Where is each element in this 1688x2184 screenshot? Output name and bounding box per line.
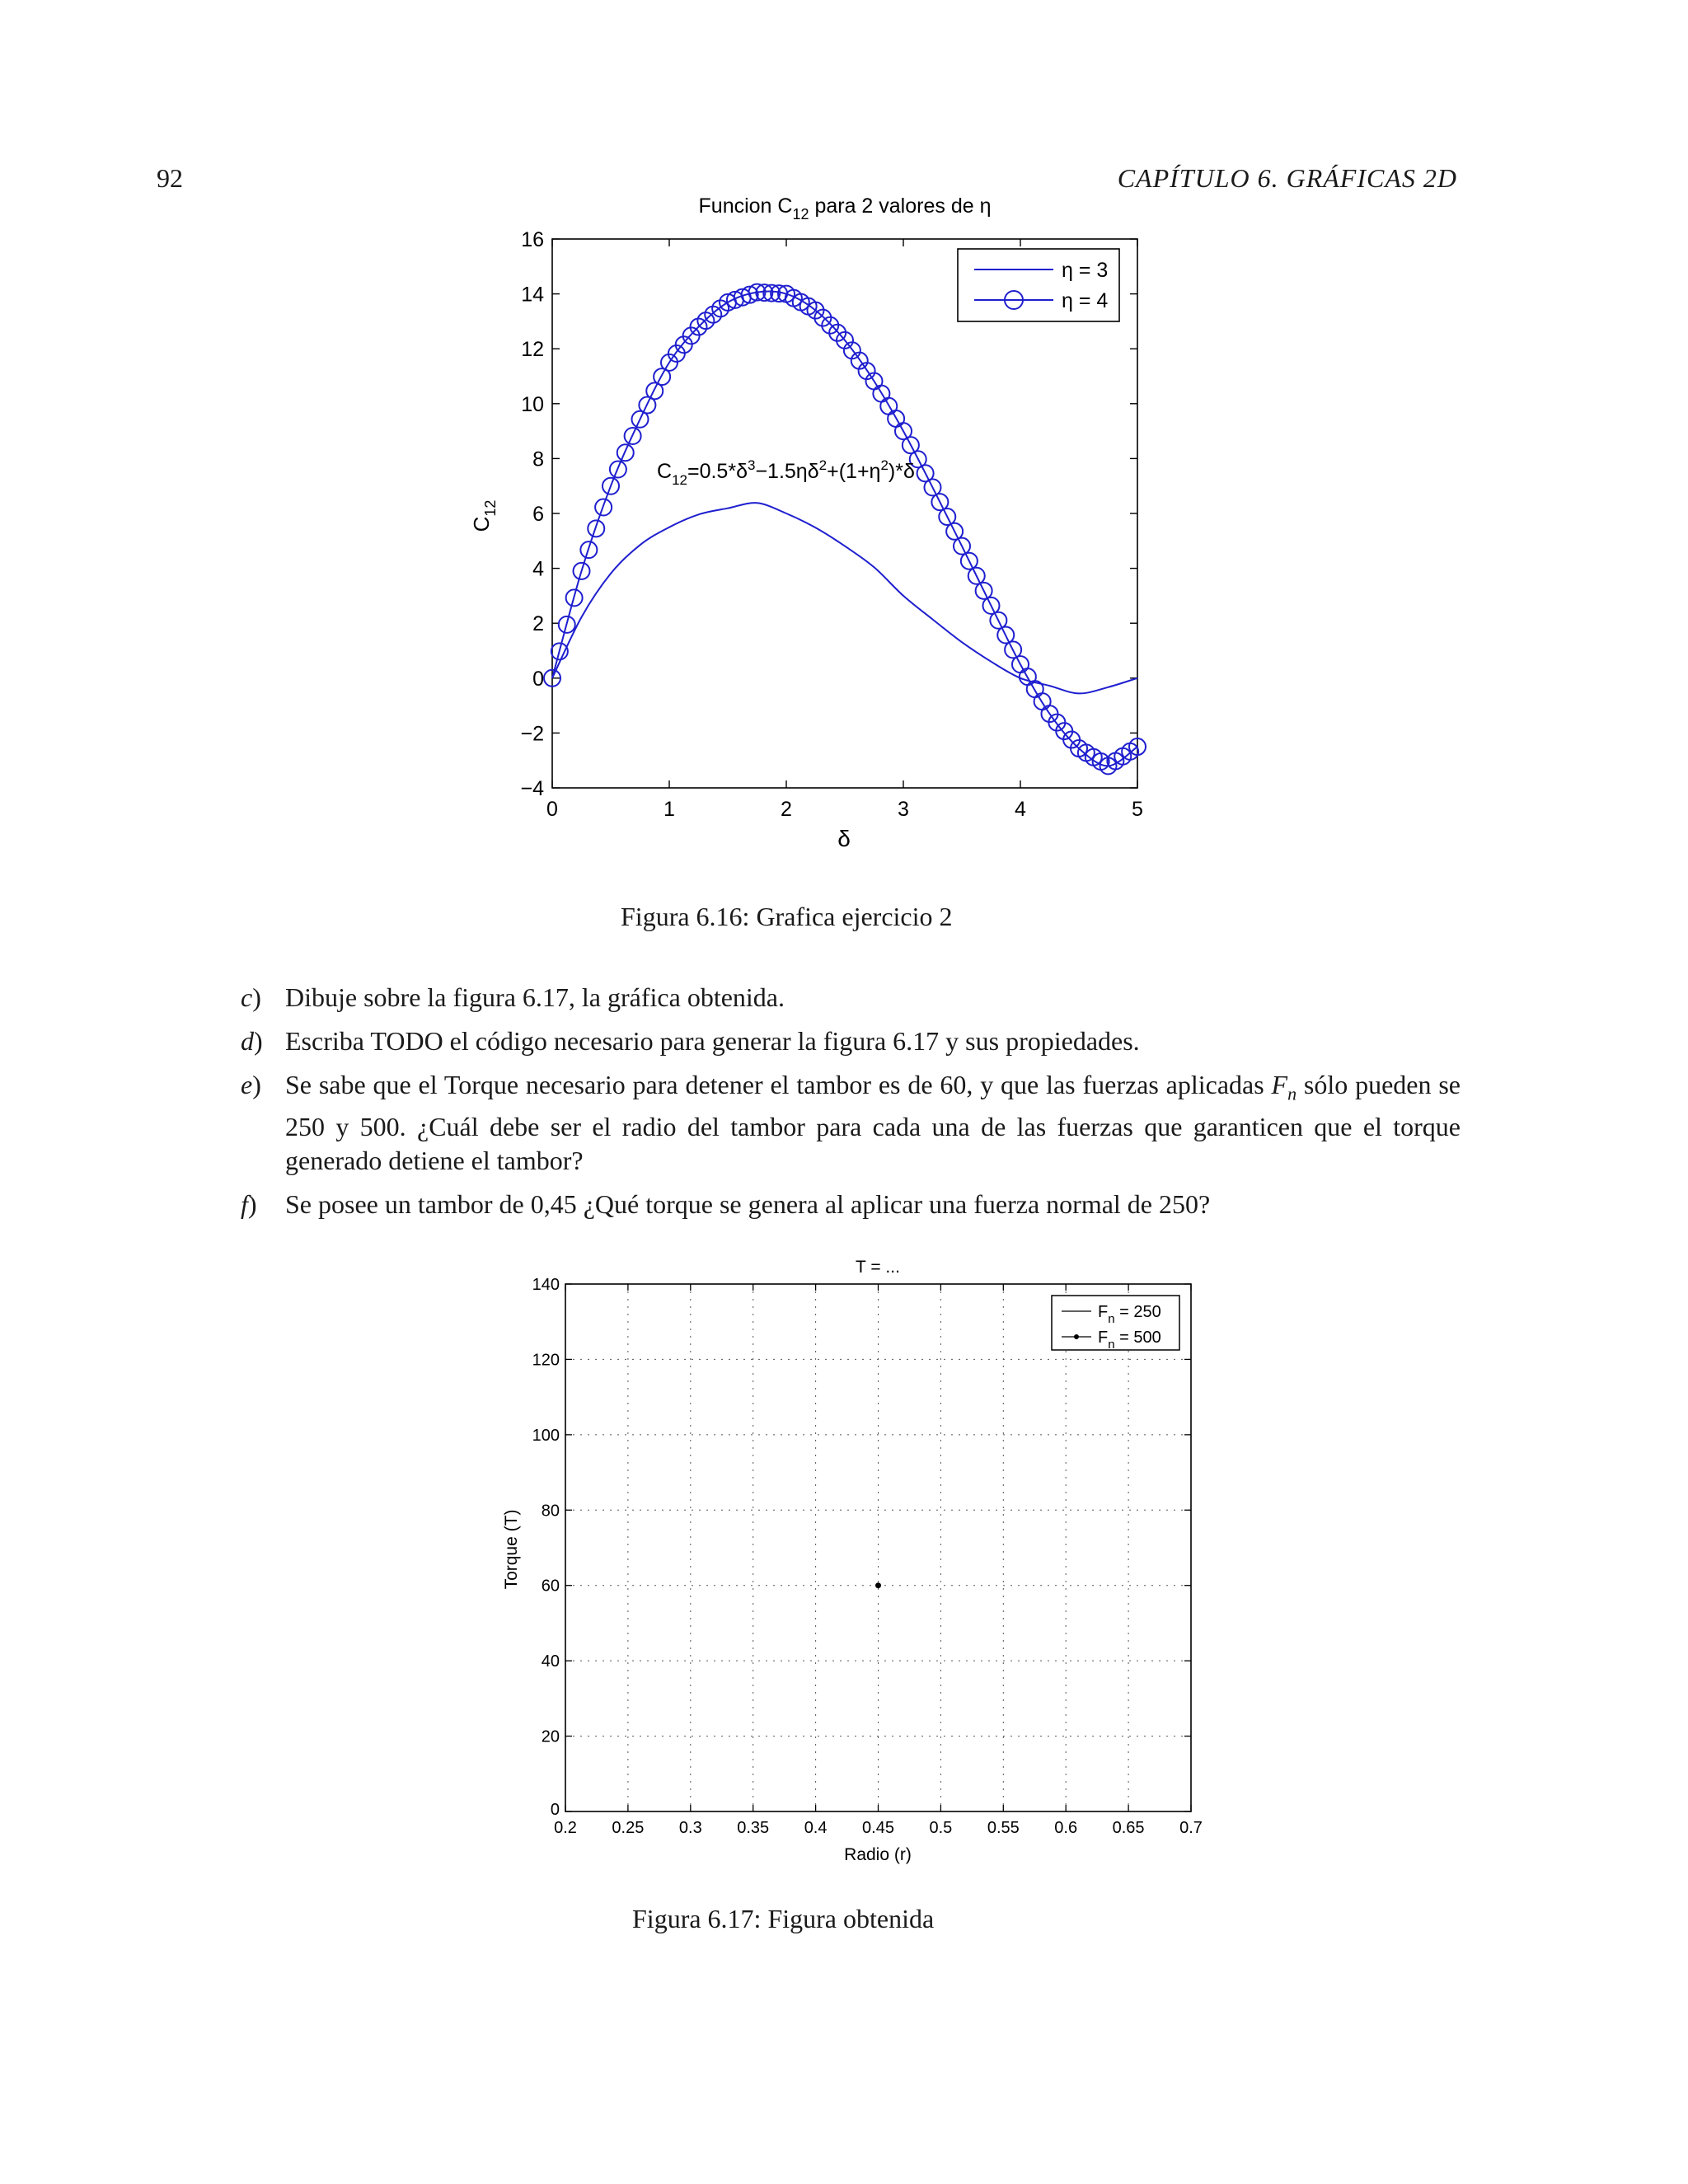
chart2-xtick-label: 0.35 — [737, 1819, 770, 1837]
chart1-ytick-label: 8 — [532, 448, 544, 471]
chart1-annotation-part: 2 — [880, 457, 889, 473]
exercise-marker: d) — [241, 1026, 263, 1056]
chart1-annotation-part: 3 — [747, 457, 756, 473]
math-F: F — [1271, 1070, 1288, 1099]
chart2-title: T = ... — [856, 1258, 900, 1277]
chart2-xtick-label: 0.3 — [678, 1819, 702, 1837]
chart2-ytick-label: 20 — [541, 1727, 560, 1746]
chart2-ytick-label: 140 — [532, 1276, 560, 1294]
running-head: CAPÍTULO 6. GRÁFICAS 2D — [1117, 163, 1457, 193]
exercise-text: Se posee un tambor de 0,45 ¿Qué torque se genera al aplicar una fuerza normal de 250? — [285, 1189, 1211, 1220]
chart2-legend-label: $F_n = 500$ — [1098, 1329, 1161, 1352]
chart2-xtick-label: 0.25 — [612, 1819, 645, 1837]
chart2-ytick-label: 40 — [541, 1652, 560, 1671]
chart2-xtick-label: 0.2 — [554, 1819, 577, 1837]
chart1-xlabel: δ — [837, 826, 851, 851]
exercise-text: Dibuje sobre la figura 6.17, la gráfica obtenida. — [285, 982, 785, 1012]
exercise-marker: c) — [241, 982, 261, 1012]
chart1-ytick-label: 16 — [521, 228, 544, 251]
chart1-xtick-label: 5 — [1132, 798, 1143, 821]
chart1-ytick-label: 14 — [521, 283, 544, 307]
exercise-marker: e) — [241, 1070, 261, 1099]
chart1-ytick-label: 0 — [532, 667, 544, 691]
chart2-ytick-label: 120 — [532, 1351, 560, 1370]
chart2-xtick-label: 0.4 — [804, 1819, 828, 1837]
chart1-ylabel-sub: 12 — [482, 499, 499, 517]
chart1-ytick-label: 2 — [532, 612, 544, 636]
figure-6-17-caption: Figura 6.17: Figura obtenida — [632, 1904, 935, 1933]
chart1-xtick-label: 4 — [1015, 798, 1026, 821]
chart2-axes-box — [565, 1284, 1191, 1811]
chart2-xtick-label: 0.55 — [987, 1819, 1020, 1837]
chart1-ytick-label: 6 — [532, 503, 544, 526]
exercise-text: Escriba TODO el código necesario para generar la figura 6.17 y sus propiedades. — [285, 1026, 1140, 1056]
chart2-xtick-label: 0.7 — [1179, 1819, 1203, 1837]
chart2-ytick-label: 60 — [541, 1577, 560, 1596]
chart1-annotation-part: 12 — [672, 472, 687, 488]
exercise-marker: f) — [241, 1189, 257, 1220]
chart1-annotation-part: =0.5*δ — [687, 460, 748, 483]
chart1-title-main: Funcion C — [698, 194, 793, 218]
exercise-text: Se sabe que el Torque necesario para detener el tambor es de 60, y que las fuerzas aplicadas $F_n$ sólo pueden se 250 y 500. ¿Cuál debe ser el radio del tambor para cada una de las fuerzas que garanticen que el torque generado detiene el tambor? — [285, 1070, 1461, 1176]
chart1-title-rest: para 2 valores de η — [809, 194, 992, 218]
chart2-xtick-label: 0.45 — [862, 1819, 894, 1837]
chart2-ytick-label: 0 — [550, 1801, 560, 1819]
chart1-xtick-label: 3 — [898, 798, 909, 821]
chart2-ytick-label: 100 — [532, 1426, 560, 1445]
chart2-data-point — [875, 1582, 881, 1588]
chart2-xlabel: Radio (r) — [844, 1845, 912, 1864]
chart1-xtick-label: 1 — [663, 798, 675, 821]
page-number: 92 — [157, 163, 183, 193]
chart2-ytick-label: 80 — [541, 1502, 560, 1521]
chart1-annotation-part: 2 — [818, 457, 828, 473]
figure-6-16-caption: Figura 6.16: Grafica ejercicio 2 — [621, 902, 953, 931]
chart2-xtick-label: 0.5 — [929, 1819, 953, 1837]
chart2-xtick-label: 0.6 — [1054, 1819, 1078, 1837]
chart1-annotation-part: −1.5ηδ — [755, 460, 819, 483]
chart1-ytick-label: 12 — [521, 338, 544, 362]
chart2-legend-marker — [1074, 1334, 1079, 1339]
legend-eta-3-label: η = 3 — [1062, 259, 1109, 282]
chart2-legend-label: $F_n = 250$ — [1098, 1303, 1161, 1326]
chart1-xtick-label: 0 — [546, 798, 558, 821]
chart1-ytick-label: 4 — [532, 557, 544, 581]
chart2-ylabel: Torque (T) — [502, 1509, 521, 1590]
chart1-ylabel-main: C — [469, 516, 494, 532]
chart1-ytick-label: −4 — [520, 777, 544, 800]
chart1-annotation-part: )*δ — [888, 460, 915, 483]
chart1-annotation-part: C — [657, 460, 673, 483]
chart1-ytick-label: −2 — [520, 722, 544, 746]
chart2-xtick-label: 0.65 — [1112, 1819, 1145, 1837]
chart1-ytick-label: 10 — [521, 392, 544, 416]
chart1-title-sub: 12 — [792, 206, 809, 223]
legend-eta-4-label: η = 4 — [1062, 289, 1109, 312]
math-sub-n: n — [1287, 1083, 1297, 1104]
chart1-xtick-label: 2 — [781, 798, 792, 821]
chart1-annotation-part: +(1+η — [827, 460, 881, 483]
